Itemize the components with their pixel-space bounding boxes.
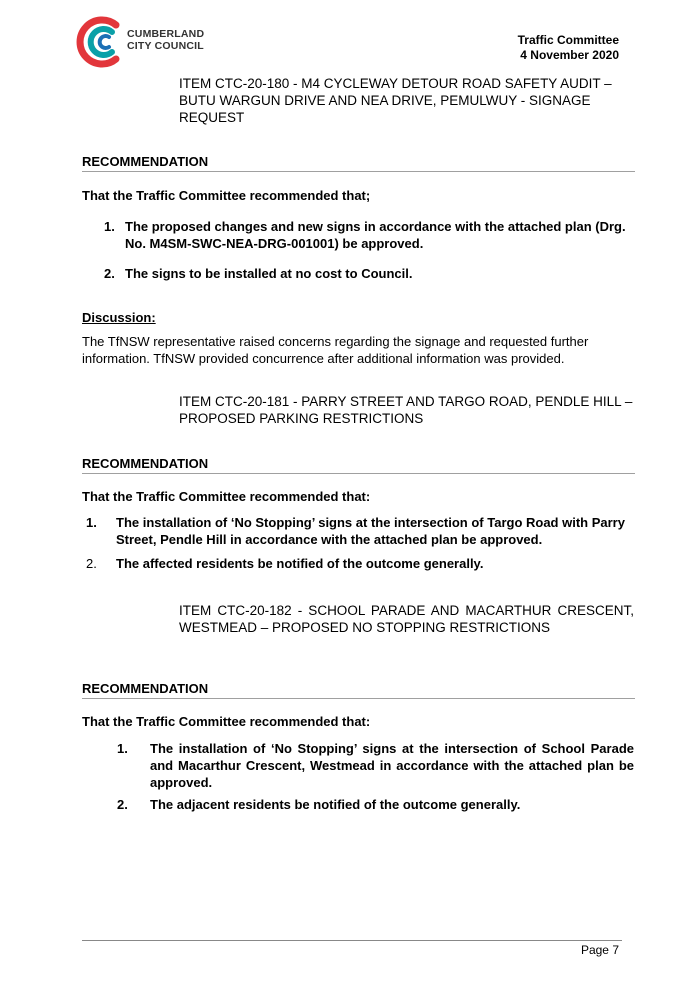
item-2-recommendation-heading: RECOMMENDATION <box>82 456 635 474</box>
list-number: 1. <box>104 219 115 234</box>
item-3-list-item-1 <box>117 740 634 791</box>
page-number: Page 7 <box>580 943 619 957</box>
item-3-rec-intro: That the Traffic Committee recommended that: <box>82 714 371 729</box>
list-number: 1. <box>86 515 97 530</box>
list-text: The adjacent residents be notified of the outcome generally. <box>150 797 521 812</box>
list-number: 1. <box>117 741 128 756</box>
item-1-title: ITEM CTC-20-180 - M4 CYCLEWAY DETOUR ROAD SAFETY AUDIT – BUTU WARGUN DRIVE AND NEA DRIVE, PEMULWUY - SIGNAGE REQUEST <box>179 76 612 125</box>
item-2-rec-intro: That the Traffic Committee recommended that: <box>82 489 371 504</box>
header-right <box>518 33 619 63</box>
list-text: The proposed changes and new signs in accordance with the attached plan (Drg. No. M4SM-SWC-NEA-DRG-001001) be approved. <box>125 219 626 251</box>
item-2-title: ITEM CTC-20-181 - PARRY STREET AND TARGO ROAD, PENDLE HILL – PROPOSED PARKING RESTRICTIONS <box>179 394 633 426</box>
logo-text <box>127 28 204 52</box>
item-2-list-item-2 <box>86 555 635 572</box>
item-3-recommendation-heading: RECOMMENDATION <box>82 681 635 699</box>
item-1-rec-intro: That the Traffic Committee recommended that; <box>82 188 371 203</box>
item-1-list-item-2 <box>104 265 634 282</box>
list-number: 2. <box>86 556 97 571</box>
list-number: 2. <box>117 797 128 812</box>
item-1-list-item-1 <box>104 218 634 252</box>
item-3-list-item-2 <box>117 796 634 813</box>
list-text: The installation of ‘No Stopping’ signs at the intersection of School Parade and Macarthur Crescent, Westmead in accordance with the attached plan be approved. <box>150 741 634 790</box>
logo-line-2: CITY COUNCIL <box>127 40 204 52</box>
meeting-date: 4 November 2020 <box>520 48 619 62</box>
footer-divider <box>82 940 622 941</box>
list-text: The signs to be installed at no cost to Council. <box>125 266 413 281</box>
item-3-title: ITEM CTC-20-182 - SCHOOL PARADE AND MACARTHUR CRESCENT, WESTMEAD – PROPOSED NO STOPPING RESTRICTIONS <box>179 603 634 635</box>
item-2-list-item-1 <box>86 514 635 548</box>
discussion-text: The TfNSW representative raised concerns regarding the signage and requested further information. TfNSW provided concurrence after additional information was provided. <box>82 334 589 366</box>
item-1-recommendation-heading: RECOMMENDATION <box>82 154 635 172</box>
discussion-heading: Discussion: <box>82 310 156 325</box>
committee-name: Traffic Committee <box>517 33 619 47</box>
list-text: The affected residents be notified of the outcome generally. <box>116 556 484 571</box>
list-text: The installation of ‘No Stopping’ signs at the intersection of Targo Road with Parry Street, Pendle Hill in accordance with the attached plan be approved. <box>116 515 625 547</box>
list-number: 2. <box>104 266 115 281</box>
logo-line-1: CUMBERLAND <box>127 28 205 40</box>
